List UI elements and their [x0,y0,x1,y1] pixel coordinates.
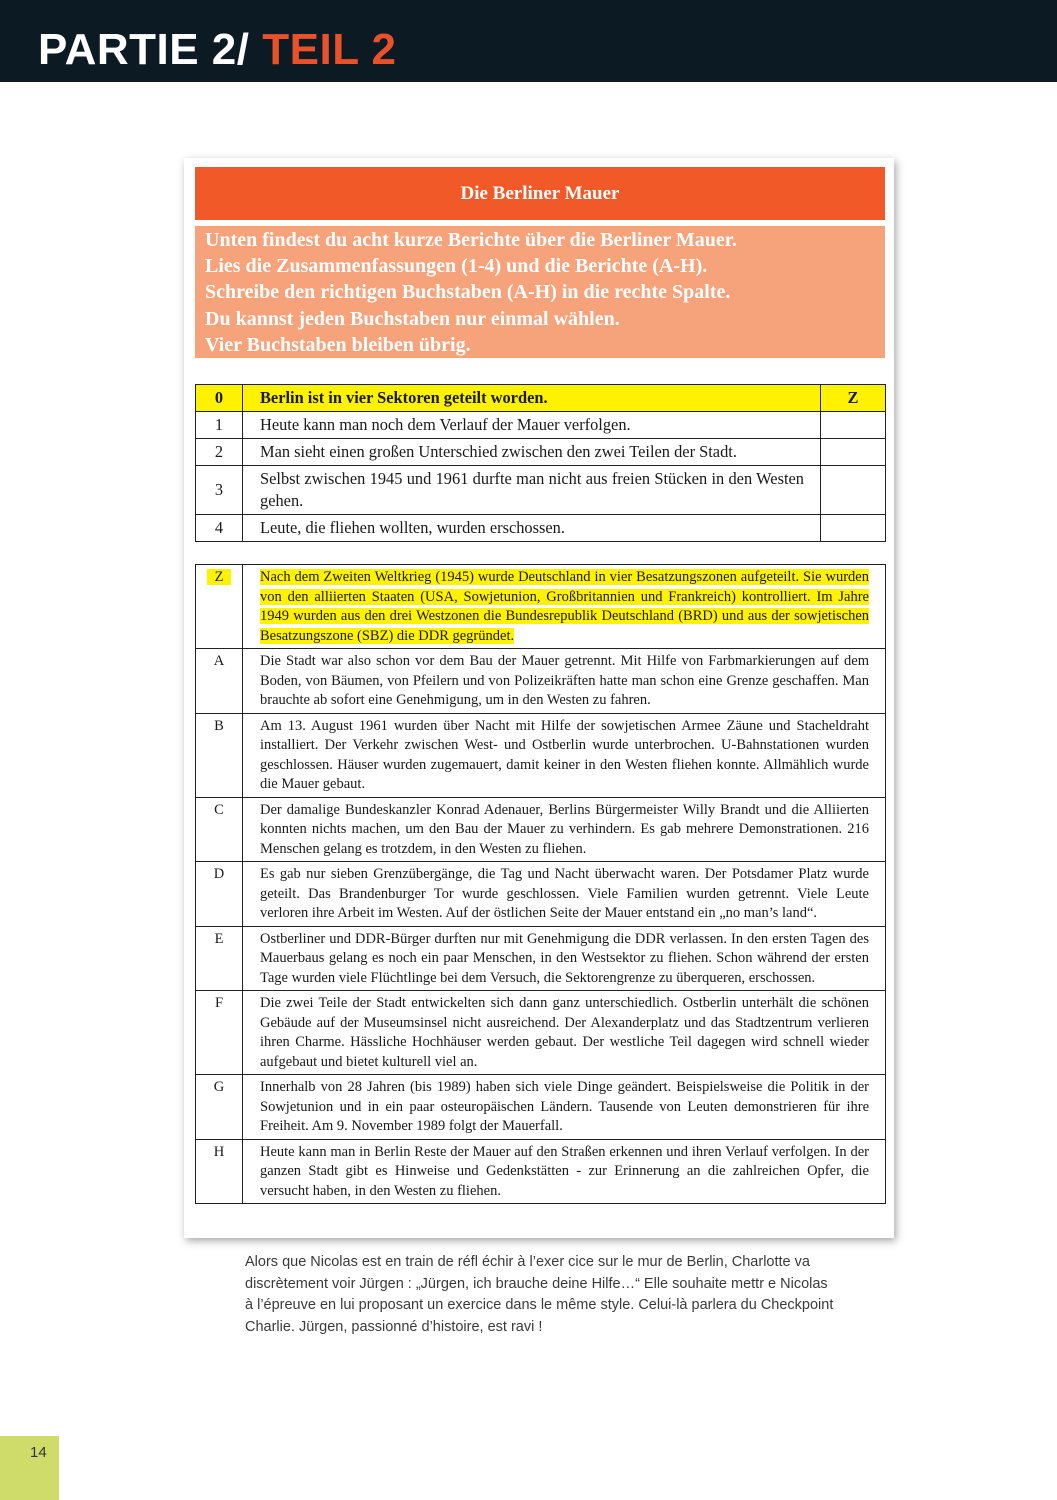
story-paragraph [245,1252,865,1338]
report-row [196,649,886,714]
instruction-line: Vier Buchstaben bleiben übrig. [205,333,471,356]
page-number: 14 [30,1444,47,1461]
summary-number: 3 [196,466,243,515]
summary-number: 4 [196,515,243,542]
report-row [196,797,886,862]
exercise-card [184,158,894,1238]
report-row-example [196,565,886,649]
summary-text: Leute, die fliehen wollten, wurden erschossen. [243,515,821,542]
report-row [196,713,886,797]
summary-text: Heute kann man noch dem Verlauf der Mauer verfolgen. [243,412,821,439]
report-text: Innerhalb von 28 Jahren (bis 1989) haben sich viele Dinge geändert. Beispielsweise die Politik in der Sowjetunion und in ein paar osteuropäischen Ländern. Tausende von Leuten demonstrieren für ihre Freiheit. Am 9. November 1989 folgt der Mauerfall. [243,1075,886,1140]
report-letter: D [196,862,243,927]
report-letter [196,565,243,649]
instruction-line: Du kannst jeden Buchstaben nur einmal wählen. [205,307,620,330]
report-letter-label: Z [207,569,232,585]
answer-cell[interactable] [821,439,886,466]
report-text: Am 13. August 1961 wurden über Nacht mit Hilfe der sowjetischen Armee Zäune und Stacheldraht installiert. Der Verkehr zwischen West- und Ostberlin wurde unterbrochen. U-Bahnstationen wurden geschlossen. Häuser wurden zugemauert, damit keiner in den Westen fliehen konnte. Allmählich wurde die Mauer gebaut. [243,713,886,797]
report-text: Die zwei Teile der Stadt entwickelten sich dann ganz unterschiedlich. Ostberlin unterhält die schönen Gebäude auf der Museumsinsel nicht ausreichend. Der Alexanderplatz und das Stadtzentrum verlieren ihren Charme. Hässliche Hochhäuser werden gebaut. Der westliche Teil dagegen wird schnell wieder aufgebaut und bietet kulturell viel an. [243,991,886,1075]
story-line: discrètement voir Jürgen : „Jürgen, ich brauche deine Hilfe…“ Elle souhaite mettr e Nicolas [245,1275,828,1292]
report-row [196,1075,886,1140]
summary-text: Selbst zwischen 1945 und 1961 durfte man nicht aus freien Stücken in den Westen gehen. [243,466,821,515]
summary-row [196,439,886,466]
report-text: Die Stadt war also schon vor dem Bau der Mauer getrennt. Mit Hilfe von Farbmarkierungen auf dem Boden, von Bäumen, von Pfeilern und von Polizeikräften hatte man schon eine Grenze geschaffen. Man brauchte ab sofort eine Genehmigung, um in den Westen zu fahren. [243,649,886,714]
page-header-title [38,22,396,78]
story-line: à l’épreuve en lui proposant un exercice dans le même style. Celui-là parlera du Checkpoint [245,1297,834,1313]
report-letter: A [196,649,243,714]
answer-cell[interactable] [821,466,886,515]
reports-table [195,564,886,1204]
report-letter: F [196,991,243,1075]
report-letter: E [196,926,243,991]
report-text [243,565,886,649]
summary-row [196,515,886,542]
story-line: Alors que Nicolas est en train de réfl échir à l’exer cice sur le mur de Berlin, Charlotte va [245,1254,810,1270]
exercise-instructions [195,226,885,358]
summary-text: Berlin ist in vier Sektoren geteilt worden. [243,385,821,412]
answer-cell[interactable] [821,412,886,439]
instruction-line: Lies die Zusammenfassungen (1-4) und die Berichte (A-H). [205,255,708,278]
summary-table [195,384,886,542]
report-text: Ostberliner und DDR-Bürger durften nur mit Genehmigung die DDR verlassen. In den ersten Tagen des Mauerbaus gelang es noch ein paar Menschen, in den Westsektor zu fliehen. Schon während der ersten Tage wurden viele Flüchtlinge bei dem Versuch, die Sektorengrenze zu überqueren, erschossen. [243,926,886,991]
story-line: Charlie. Jürgen, passionné d’histoire, est ravi ! [245,1318,543,1335]
report-text: Heute kann man in Berlin Reste der Mauer auf den Straßen erkennen und ihren Verlauf verfolgen. In der ganzen Stadt gibt es Hinweise und Gedenkstätten - zur Erinnerung an die zahlreichen Opfer, die versucht haben, in den Westen zu fliehen. [243,1139,886,1204]
exercise-title: Die Berliner Mauer [195,167,885,220]
report-letter: G [196,1075,243,1140]
report-letter: C [196,797,243,862]
header-part-label: PARTIE 2/ [38,25,250,74]
summary-row [196,412,886,439]
header-teil-label: TEIL 2 [262,25,397,74]
report-row [196,991,886,1075]
page-number-tab [0,1436,59,1500]
report-row [196,1139,886,1204]
report-text: Der damalige Bundeskanzler Konrad Adenauer, Berlins Bürgermeister Willy Brandt und die Alliierten konnten nichts machen, um den Bau der Mauer zu verhindern. Es gab mehrere Demonstrationen. 216 Menschen gelang es trotzdem, in den Westen zu fliehen. [243,797,886,862]
report-row [196,926,886,991]
summary-number: 2 [196,439,243,466]
answer-cell[interactable] [821,515,886,542]
report-text-content: Nach dem Zweiten Weltkrieg (1945) wurde Deutschland in vier Besatzungszonen aufgeteilt. Sie wurden von den alliierten Staaten (USA, Sowjetunion, Großbritannien und Frankreich) kontrolliert. Im Jahre 1949 wurden aus den drei Westzonen die Bundesrepublik Deutschland (BRD) und aus der sowjetischen Besatzungszone (SBZ) die DDR gegründet. [260,569,869,644]
instruction-line: Unten findest du acht kurze Berichte über die Berliner Mauer. [205,229,737,251]
report-letter: H [196,1139,243,1204]
summary-number: 1 [196,412,243,439]
summary-number: 0 [196,385,243,412]
answer-cell: Z [821,385,886,412]
report-text: Es gab nur sieben Grenzübergänge, die Tag und Nacht überwacht waren. Der Potsdamer Platz wurde geteilt. Das Brandenburger Tor wurde geschlossen. Viele Familien wurden getrennt. Viele Leute verloren ihre Arbeit im Westen. Auf der östlichen Seite der Mauer entstand ein „no man’s land“. [243,862,886,927]
report-letter: B [196,713,243,797]
instruction-line: Schreibe den richtigen Buchstaben (A-H) in die rechte Spalte. [205,281,731,304]
summary-row-example [196,385,886,412]
summary-text: Man sieht einen großen Unterschied zwischen den zwei Teilen der Stadt. [243,439,821,466]
summary-row [196,466,886,515]
report-row [196,862,886,927]
